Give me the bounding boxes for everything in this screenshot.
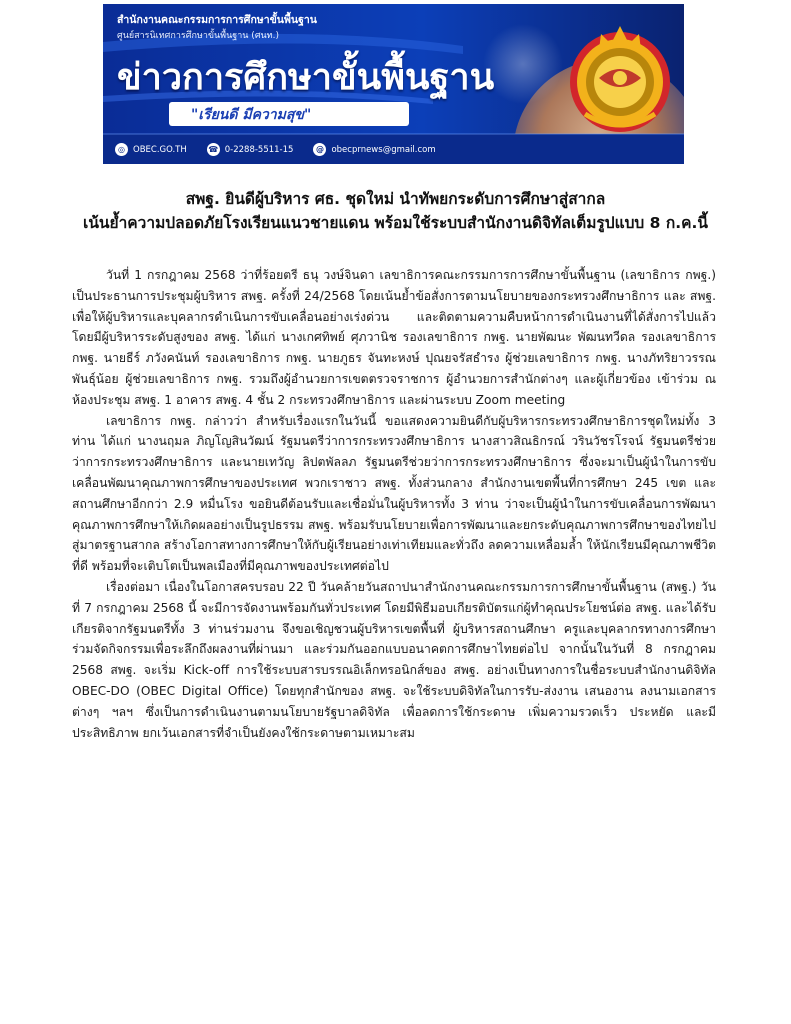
paragraph-3: เรื่องต่อมา เนื่องในโอกาสครบรอบ 22 ปี วันคล้ายวันสถาปนาสำนักงานคณะกรรมการการศึกษาขั้นพื้นฐาน (สพฐ.) วันที่ 7 กรกฎาคม 2568 นี้ จะมีการจัดงานพร้อมกันทั่วประเทศ โดยมีพิธีมอบเกียรติบัตรแก่ผู้ทำคุณประโยชน์ต่อ สพฐ. และได้รับเกียรติจากรัฐมนตรีทั้ง 3 ท่านร่วมงาน จึงขอเชิญชวนผู้บริหารเขตพื้นที่ ผู้บริหารสถานศึกษา ครูและบุคลากรทางการศึกษา ร่วมจัดกิจกรรมเพื่อระลึกถึงผลงานที่ผ่านมา และร่วมกันออกแบบอนาคตการศึกษาไทยต่อไป จากนั้นในวันที่ 8 กรกฎาคม 2568 สพฐ. จะเริ่ม Kick-off การใช้ระบบสารบรรณอิเล็กทรอนิกส์ของ สพฐ. อย่างเป็นทางการในชื่อระบบสำนักงานดิจิทัล OBEC-DO (OBEC Digital Office) โดยทุกสำนักของ สพฐ. จะใช้ระบบดิจิทัลในการรับ-ส่งงาน เสนองาน ลงนามเอกสารต่างๆ ฯลฯ ซึ่งเป็นการดำเนินงานตามนโยบายรัฐบาลดิจิทัล เพื่อลดการใช้กระดาษ เพิ่มความรวดเร็ว ประหยัด และมีประสิทธิภาพ ยกเว้นเอกสารที่จำเป็นยังคงใช้กระดาษตามเหมาะสม: [72, 579, 716, 740]
contact-phone[interactable]: [207, 143, 294, 156]
contact-bar: [103, 137, 684, 162]
news-banner: [103, 4, 684, 164]
paragraph-1: วันที่ 1 กรกฎาคม 2568 ว่าที่ร้อยตรี ธนุ วงษ์จินดา เลขาธิการคณะกรรมการการศึกษาขั้นพื้นฐาน (เลขาธิการ กพฐ.) เป็นประธานการประชุมผู้บริหาร สพฐ. ครั้งที่ 24/2568 โดยเน้นย้ำข้อสั่งการตามนโยบายของกระทรวงศึกษาธิการ และ สพฐ. เพื่อให้ผู้บริหารและบุคลากรดำเนินการขับเคลื่อนอย่างเร่งด่วน และติดตามความคืบหน้าการดำเนินงานที่ได้สั่งการไปแล้ว โดยมีผู้บริหารระดับสูงของ สพฐ. ได้แก่ นางเกศทิพย์ ศุภวานิช รองเลขาธิการ กพฐ. นายพัฒนะ พัฒนทวีดล รองเลขาธิการ กพฐ. นายธีร์ ภวังคนันท์ รองเลขาธิการ กพฐ. นายภูธร จันทะหงษ์ ปุณยจรัสธำรง ผู้ช่วยเลขาธิการ กพฐ. นางภัทริยาวรรณ พันธุ์น้อย ผู้ช่วยเลขาธิการ กพฐ. รวมถึงผู้อำนวยการเขตตรวจราชการ ผู้อำนวยการสำนักต่างๆ และผู้เกี่ยวข้อง เข้าร่วม ณ ห้องประชุม สพฐ. 1 อาคาร สพฐ. 4 ชั้น 2 กระทรวงศึกษาธิการ และผ่านระบบ Zoom meeting: [72, 268, 716, 407]
contact-website-text: OBEC.GO.TH: [133, 144, 187, 155]
contact-email-text: obecprnews@gmail.com: [331, 144, 436, 155]
email-icon: @: [313, 143, 326, 156]
globe-icon: ◎: [115, 143, 128, 156]
contact-phone-text: 0-2288-5511-15: [224, 144, 294, 155]
headline-line-1: สพฐ. ยินดีผู้บริหาร ศธ. ชุดใหม่ นำทัพยกระดับการศึกษาสู่สากล: [185, 190, 606, 208]
headline-line-2: เน้นย้ำความปลอดภัยโรงเรียนแนวชายแดน พร้อมใช้ระบบสำนักงานดิจิทัลเต็มรูปแบบ 8 ก.ค.นี้: [83, 214, 708, 232]
article-body: [72, 265, 716, 743]
banner-org-name: สำนักงานคณะกรรมการการศึกษาขั้นพื้นฐาน: [117, 14, 317, 26]
article-headline: [80, 187, 711, 235]
obec-emblem-icon: [561, 16, 679, 136]
banner-sub-org: ศูนย์สารนิเทศการศึกษาขั้นพื้นฐาน (ศนท.): [117, 31, 279, 41]
phone-icon: ☎: [208, 145, 219, 154]
contact-website[interactable]: [115, 143, 187, 156]
banner-slogan: "เรียนดี มีความสุข": [191, 107, 312, 123]
paragraph-2: เลขาธิการ กพฐ. กล่าวว่า สำหรับเรื่องแรกในวันนี้ ขอแสดงความยินดีกับผู้บริหารกระทรวงศึกษาธิการชุดใหม่ทั้ง 3 ท่าน ได้แก่ นางนฤมล ภิญโญสินวัฒน์ รัฐมนตรีว่าการกระทรวงศึกษาธิการ นางสาวสิณธิกรณ์ วรินวัชรโรจน์ รัฐมนตรีช่วยว่าการกระทรวงศึกษาธิการ และนายเทวัญ ลิปตพัลลภ รัฐมนตรีช่วยว่าการกระทรวงศึกษาธิการ ซึ่งจะมาเป็นผู้นำในการขับเคลื่อนพัฒนาคุณภาพการศึกษาของประเทศ พวกเราชาว สพฐ. ทั้งส่วนกลาง สำนักงานเขตพื้นที่การศึกษา 245 เขต และสถานศึกษาอีกกว่า 2.9 หมื่นโรง ขอยินดีต้อนรับและเชื่อมั่นในผู้บริหารทั้ง 3 ท่าน ว่าจะเป็นผู้นำในการขับเคลื่อนการพัฒนาคุณภาพการศึกษาให้เกิดผลอย่างเป็นรูปธรรม สพฐ. พร้อมรับนโยบายเพื่อการพัฒนาและยกระดับคุณภาพการศึกษาของไทยไปสู่มาตรฐานสากล สร้างโอกาสทางการศึกษาให้กับผู้เรียนอย่างเท่าเทียมและทั่วถึง ลดความเหลื่อมล้ำ ให้นักเรียนมีคุณภาพชีวิตที่ดี พร้อมที่จะเติบโตเป็นพลเมืองที่มีคุณภาพของประเทศต่อไป: [72, 413, 716, 574]
contact-email[interactable]: [313, 143, 435, 156]
banner-title: ข่าวการศึกษาขั้นพื้นฐาน: [117, 57, 495, 98]
